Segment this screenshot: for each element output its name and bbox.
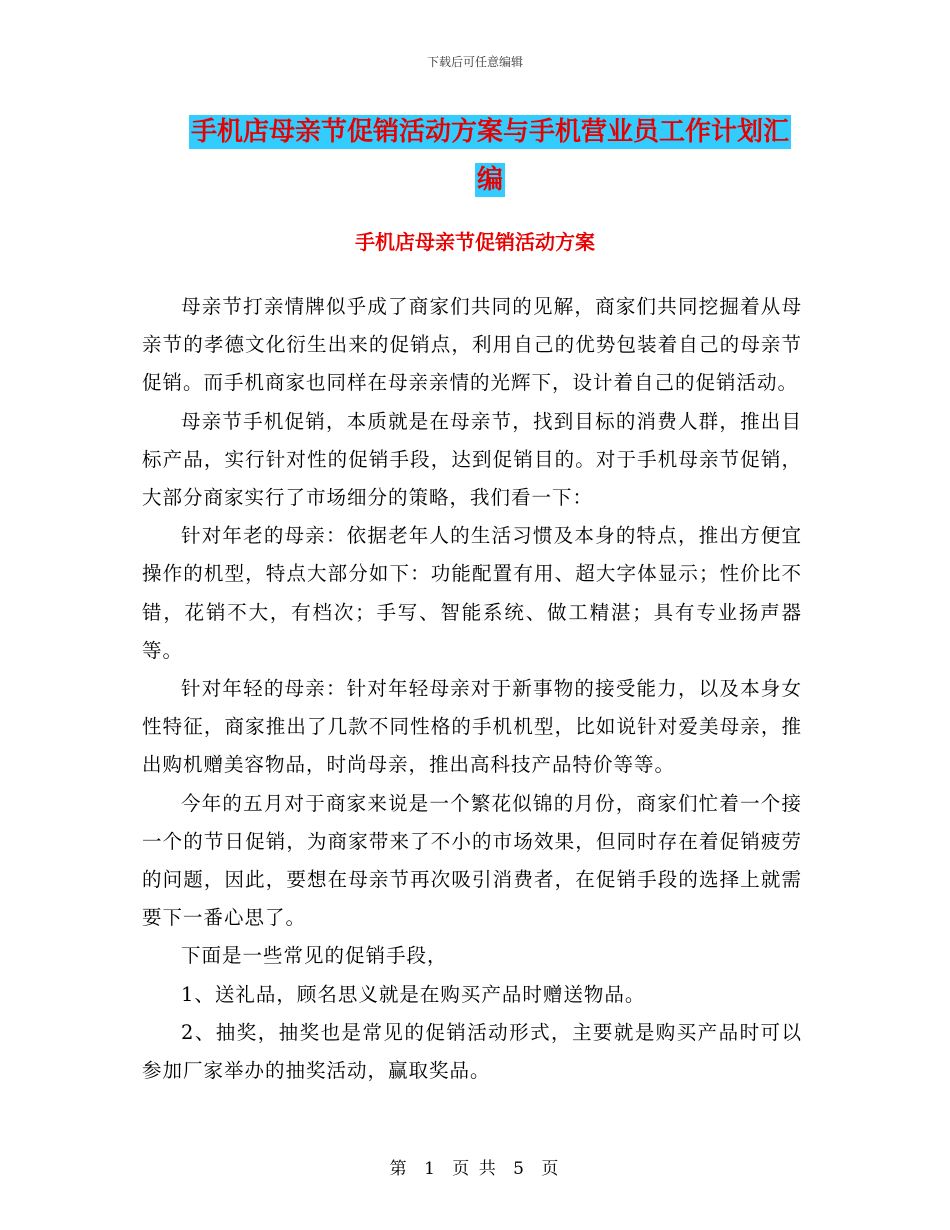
document-title: [150, 108, 830, 204]
paragraph: 针对年轻的母亲：针对年轻母亲对于新事物的接受能力，以及本身女性特征，商家推出了几款不同性格的手机机型，比如说针对爱美母亲，推出购机赠美容物品，时尚母亲，推出高科技产品特价等等。: [142, 677, 802, 777]
body-text: [142, 288, 802, 1090]
footer-middle: 页 共: [452, 1159, 498, 1179]
list-item: 1、送礼品，顾名思义就是在购买产品时赠送物品。: [181, 982, 646, 1006]
page-total: 5: [513, 1159, 526, 1179]
paragraph: 针对年老的母亲：依据老年人的生活习惯及本身的特点，推出方便宜操作的机型，特点大部分如下：功能配置有用、超大字体显示；性价比不错，花销不大，有档次；手写、智能系统、做工精湛；具有专业扬声器等。: [142, 524, 802, 662]
paragraph: 母亲节打亲情牌似乎成了商家们共同的见解，商家们共同挖掘着从母亲节的孝德文化衍生出来的促销点，利用自己的优势包装着自己的母亲节促销。而手机商家也同样在母亲亲情的光辉下，设计着自己的促销活动。: [142, 295, 802, 395]
document-title-line1: 手机店母亲节促销活动方案与手机营业员工作计划汇: [190, 117, 789, 147]
header-note: 下载后可任意编辑: [426, 55, 523, 69]
paragraph: 今年的五月对于商家来说是一个繁花似锦的月份，商家们忙着一个接一个的节日促销，为商家带来了不小的市场效果，但同时存在着促销疲劳的问题，因此，要想在母亲节再次吸引消费者，在促销手段的选择上就需要下一番心思了。: [142, 791, 802, 930]
section-title: 手机店母亲节促销活动方案: [355, 230, 595, 254]
page-number: 1: [424, 1159, 437, 1179]
footer-suffix: 页: [541, 1159, 561, 1179]
document-title-line2: 编: [476, 165, 503, 195]
paragraph: 下面是一些常见的促销手段，: [181, 944, 448, 968]
footer-prefix: 第: [389, 1159, 409, 1179]
paragraph: 母亲节手机促销，本质就是在母亲节，找到目标的消费人群，推出目标产品，实行针对性的促销手段，达到促销目的。对于手机母亲节促销，大部分商家实行了市场细分的策略，我们看一下：: [142, 409, 802, 510]
page-footer: [0, 1154, 950, 1179]
list-item: 2、抽奖，抽奖也是常见的促销活动形式，主要就是购买产品时可以参加厂家举办的抽奖活动，赢取奖品。: [142, 1020, 802, 1083]
